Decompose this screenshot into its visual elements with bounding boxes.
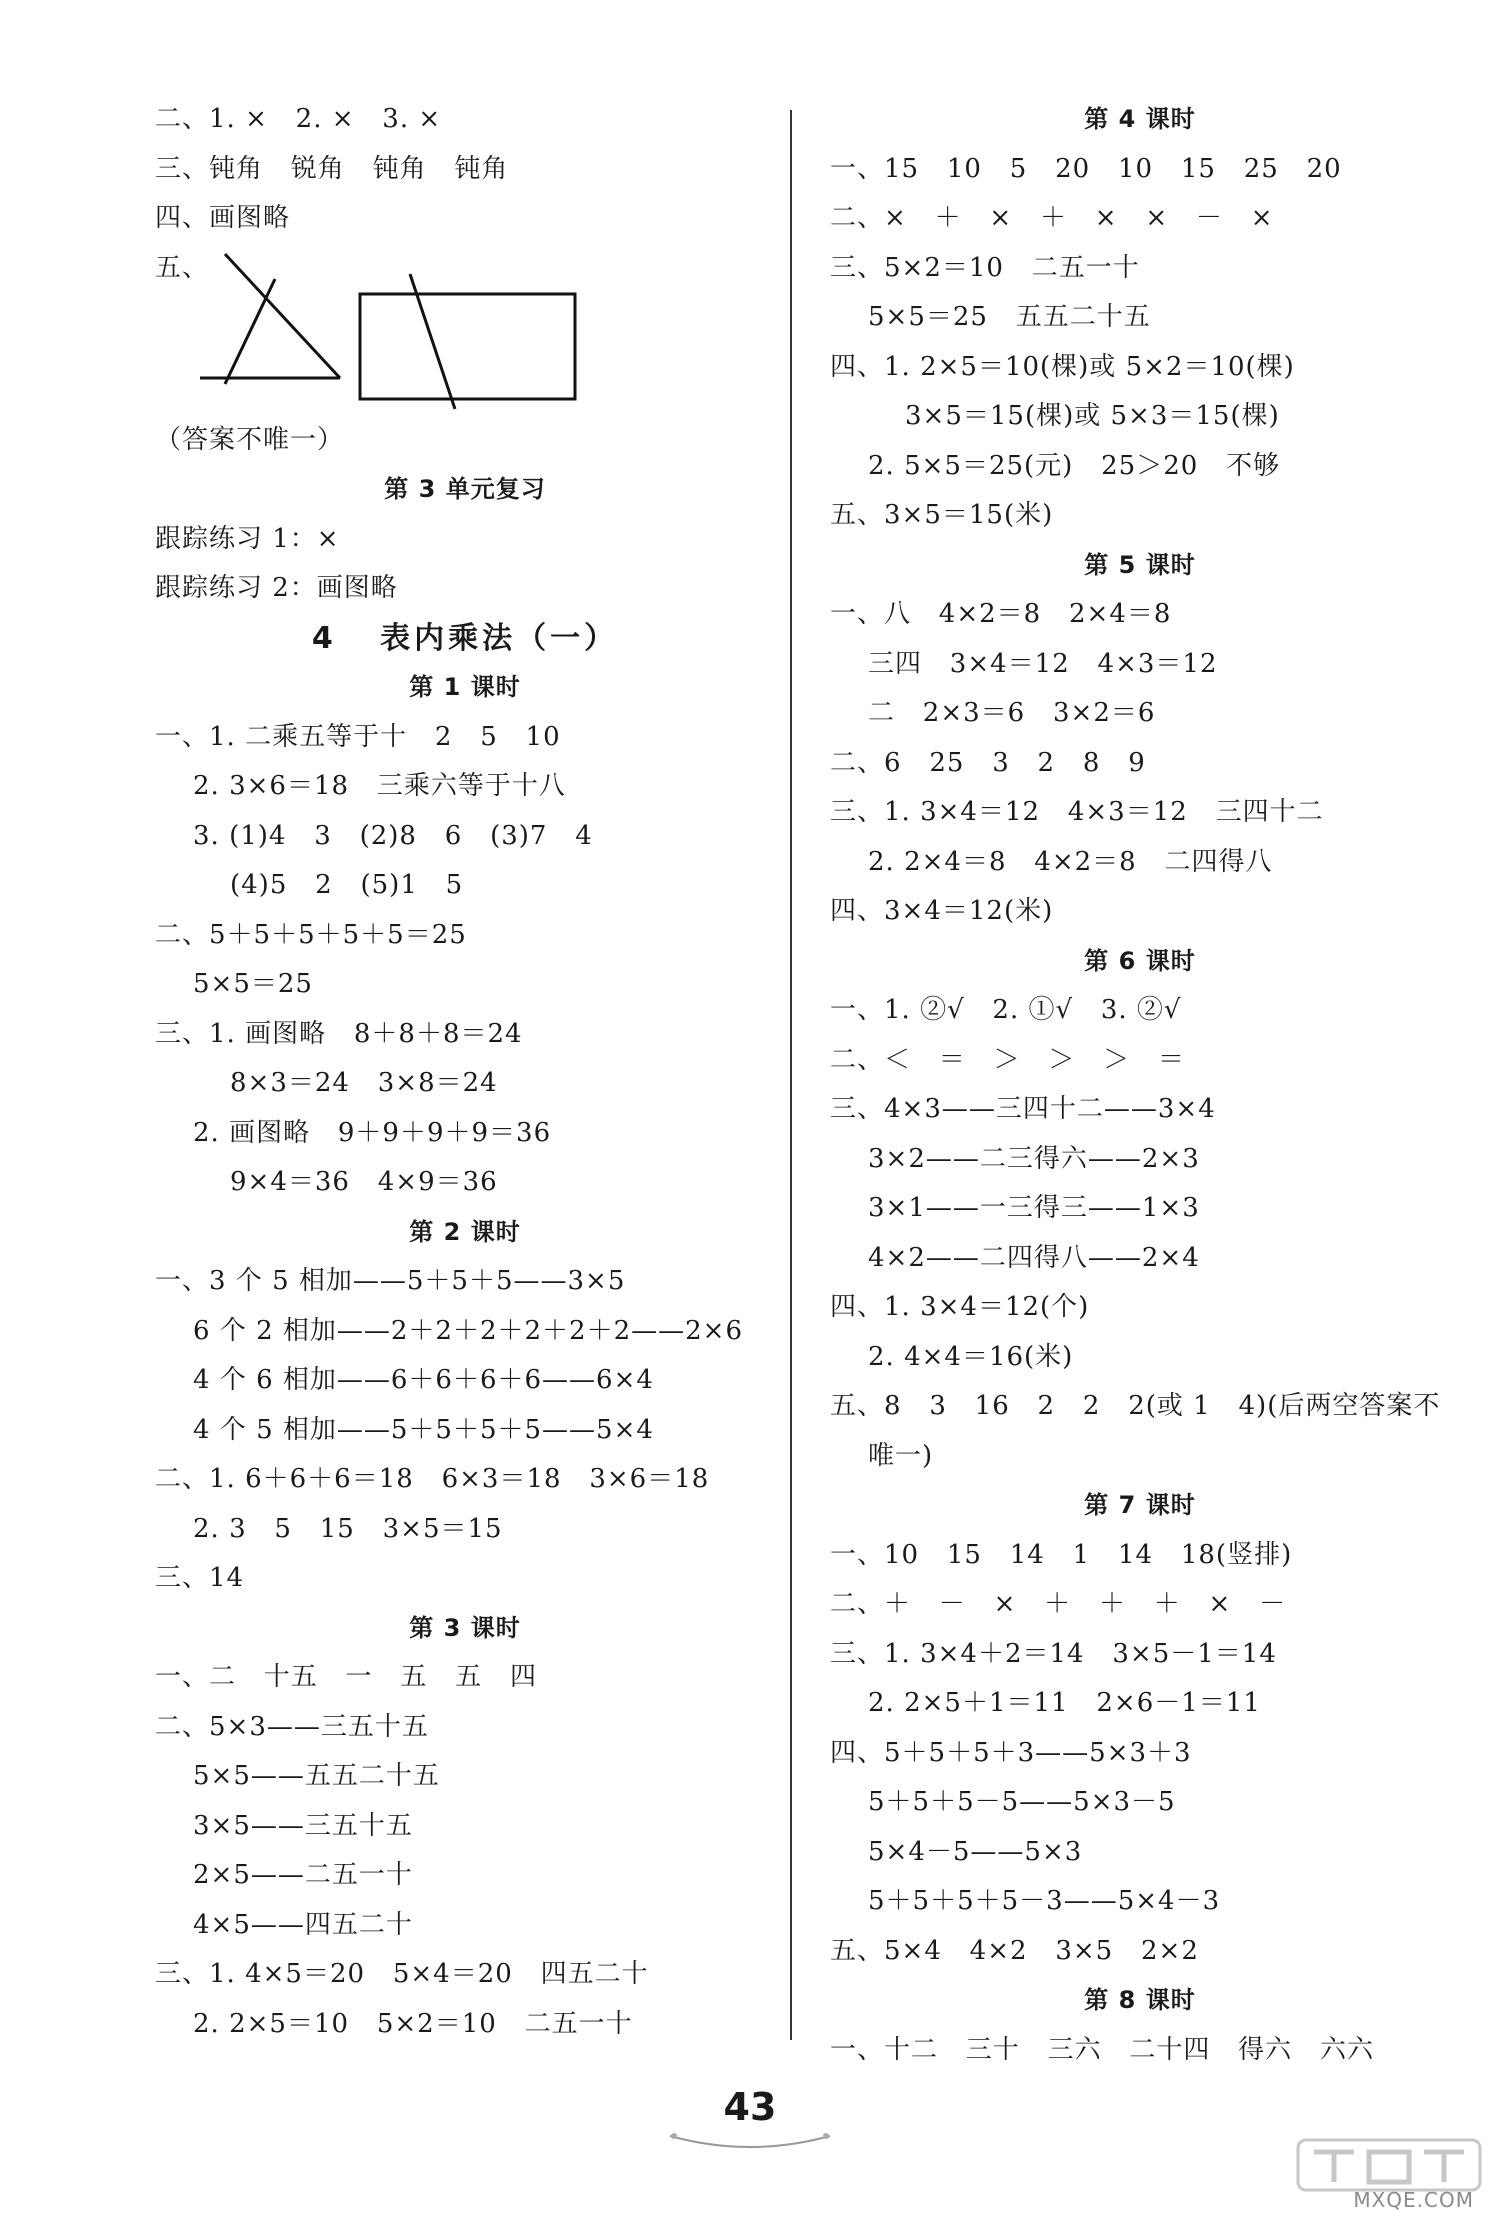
- answer-line: 二、＋ － × ＋ ＋ ＋ × －: [830, 1589, 1287, 1619]
- answer-line: （答案不唯一）: [155, 424, 345, 455]
- lesson-5-heading: 第 5 课时: [1084, 550, 1196, 579]
- answer-line: 3. (1)4 3 (2)8 6 (3)7 4: [193, 820, 593, 851]
- answer-line: 三、4×3——三四十二——3×4: [830, 1094, 1216, 1124]
- answer-line: 二、1. × 2. × 3. ×: [155, 104, 442, 134]
- answer-line: 2. 4×4＝16(米): [868, 1341, 1074, 1372]
- lesson-7-heading: 第 7 课时: [1084, 1491, 1196, 1519]
- answer-line: 一、15 10 5 20 10 15 25 20: [830, 153, 1342, 184]
- answer-line: 三、5×2＝10 二五一十: [830, 252, 1140, 283]
- answer-line: 四、1. 2×5＝10(棵)或 5×2＝10(棵): [830, 351, 1295, 382]
- answer-line: 4×5——四五二十: [193, 1909, 413, 1940]
- answer-line: 9×4＝36 4×9＝36: [230, 1167, 498, 1197]
- answer-line: 三、钝角 锐角 钝角 钝角: [155, 153, 509, 184]
- review-heading: 第 3 单元复习: [384, 475, 546, 503]
- answer-line: 跟踪练习 1：×: [155, 523, 340, 554]
- answer-line: 二、＜ ＝ ＞ ＞ ＞ ＝: [830, 1044, 1185, 1075]
- answer-line: 一、1. 二乘五等于十 2 5 10: [155, 721, 561, 752]
- answer-line: 四、5＋5＋5＋3——5×3＋3: [830, 1737, 1192, 1768]
- answer-line: 二、5×3——三五十五: [155, 1711, 429, 1742]
- answer-line: 3×5——三五十五: [193, 1810, 413, 1841]
- lesson-4-heading: 第 4 课时: [1084, 105, 1196, 133]
- answer-line: 四、3×4＝12(米): [830, 896, 1054, 926]
- answer-line: 二、1. 6＋6＋6＝18 6×3＝18 3×6＝18: [155, 1464, 710, 1494]
- watermark-text: MXQE.COM: [1353, 2188, 1474, 2212]
- answer-line: 唯一): [868, 1440, 934, 1471]
- answer-line: 一、1. ②√ 2. ①√ 3. ②√: [830, 995, 1182, 1025]
- answer-line: 二、× ＋ × ＋ × × － ×: [830, 203, 1274, 233]
- answer-line: 5＋5＋5＋5－3——5×4－3: [868, 1886, 1221, 1916]
- answer-line: 2. 3 5 15 3×5＝15: [193, 1513, 503, 1544]
- right-column: [830, 95, 1450, 2075]
- answer-line: 三、1. 3×4＝12 4×3＝12 三四十二: [830, 797, 1324, 827]
- answer-line: 2. 2×5＋1＝11 2×6－1＝11: [868, 1688, 1261, 1718]
- answer-line: 四、1. 3×4＝12(个): [830, 1292, 1090, 1322]
- answer-line: 5＋5＋5－5——5×3－5: [868, 1787, 1176, 1817]
- answer-line: 一、10 15 14 1 14 18(竖排): [830, 1539, 1293, 1570]
- line-drawing-figure: [200, 244, 580, 414]
- answer-line: 一、八 4×2＝8 2×4＝8: [830, 599, 1172, 629]
- answer-line: 三、1. 4×5＝20 5×4＝20 四五二十: [155, 1959, 649, 1989]
- left-column: [155, 95, 775, 2049]
- figure-block: [155, 244, 775, 464]
- answer-line: 6 个 2 相加——2＋2＋2＋2＋2＋2——2×6: [193, 1315, 743, 1346]
- answer-line: 3×5＝15(棵)或 5×3＝15(棵): [905, 401, 1280, 431]
- answer-line: 5×4－5——5×3: [868, 1836, 1083, 1867]
- figure-label: 五、: [155, 252, 210, 283]
- answer-line: 2×5——二五一十: [193, 1860, 413, 1890]
- answer-line: 三、14: [155, 1563, 245, 1593]
- lesson-8-heading: 第 8 课时: [1084, 1986, 1196, 2014]
- lesson-3-heading: 第 3 课时: [409, 1613, 521, 1642]
- answer-line: 3×2——二三得六——2×3: [868, 1143, 1200, 1174]
- answer-line: 一、二 十五 一 五 五 四: [155, 1662, 537, 1692]
- answer-line: 3×1——一三得三——1×3: [868, 1193, 1200, 1223]
- answer-line: 三、1. 画图略 8＋8＋8＝24: [155, 1018, 523, 1049]
- unit-heading: 4 表内乘法（一）: [311, 620, 619, 656]
- answer-line: 2. 5×5＝25(元) 25＞20 不够: [868, 450, 1281, 481]
- answer-line: 2. 画图略 9＋9＋9＋9＝36: [193, 1117, 552, 1148]
- answer-line: 五、3×5＝15(米): [830, 500, 1054, 530]
- answer-line: 4 个 6 相加——6＋6＋6＋6——6×4: [193, 1365, 654, 1395]
- lesson-1-heading: 第 1 课时: [409, 673, 521, 701]
- lesson-2-heading: 第 2 课时: [409, 1217, 521, 1246]
- answer-line: 二、5＋5＋5＋5＋5＝25: [155, 919, 467, 950]
- answer-line: 2. 3×6＝18 三乘六等于十八: [193, 771, 566, 801]
- answer-line: 一、十二 三十 三六 二十四 得六 六六: [830, 2034, 1374, 2065]
- lesson-6-heading: 第 6 课时: [1084, 946, 1196, 975]
- answer-line: 5×5＝25: [193, 969, 313, 999]
- answer-line: 跟踪练习 2：画图略: [155, 573, 398, 603]
- answer-line: (4)5 2 (5)1 5: [230, 870, 464, 900]
- answer-line: 5×5——五五二十五: [193, 1761, 440, 1791]
- answer-line: 五、8 3 16 2 2 2(或 1 4)(后两空答案不: [830, 1391, 1441, 1421]
- answer-line: 2. 2×4＝8 4×2＝8 二四得八: [868, 846, 1273, 877]
- answer-line: 四、画图略: [155, 203, 291, 233]
- answer-line: 4×2——二四得八——2×4: [868, 1242, 1200, 1273]
- answer-line: 5×5＝25 五五二十五: [868, 302, 1151, 332]
- column-divider: [790, 110, 792, 2040]
- answer-line: 三、1. 3×4＋2＝14 3×5－1＝14: [830, 1638, 1277, 1669]
- answer-line: 8×3＝24 3×8＝24: [230, 1068, 498, 1098]
- page-number: 43: [723, 2085, 777, 2129]
- answer-line: 三四 3×4＝12 4×3＝12: [868, 648, 1218, 679]
- page-ornament-icon: [660, 2128, 840, 2158]
- answer-line: 二 2×3＝6 3×2＝6: [868, 698, 1156, 728]
- answer-line: 一、3 个 5 相加——5＋5＋5——3×5: [155, 1266, 626, 1296]
- answer-line: 4 个 5 相加——5＋5＋5＋5——5×4: [193, 1414, 654, 1445]
- answer-line: 五、5×4 4×2 3×5 2×2: [830, 1935, 1199, 1966]
- answer-line: 2. 2×5＝10 5×2＝10 二五一十: [193, 2008, 633, 2039]
- answer-line: 二、6 25 3 2 8 9: [830, 747, 1146, 778]
